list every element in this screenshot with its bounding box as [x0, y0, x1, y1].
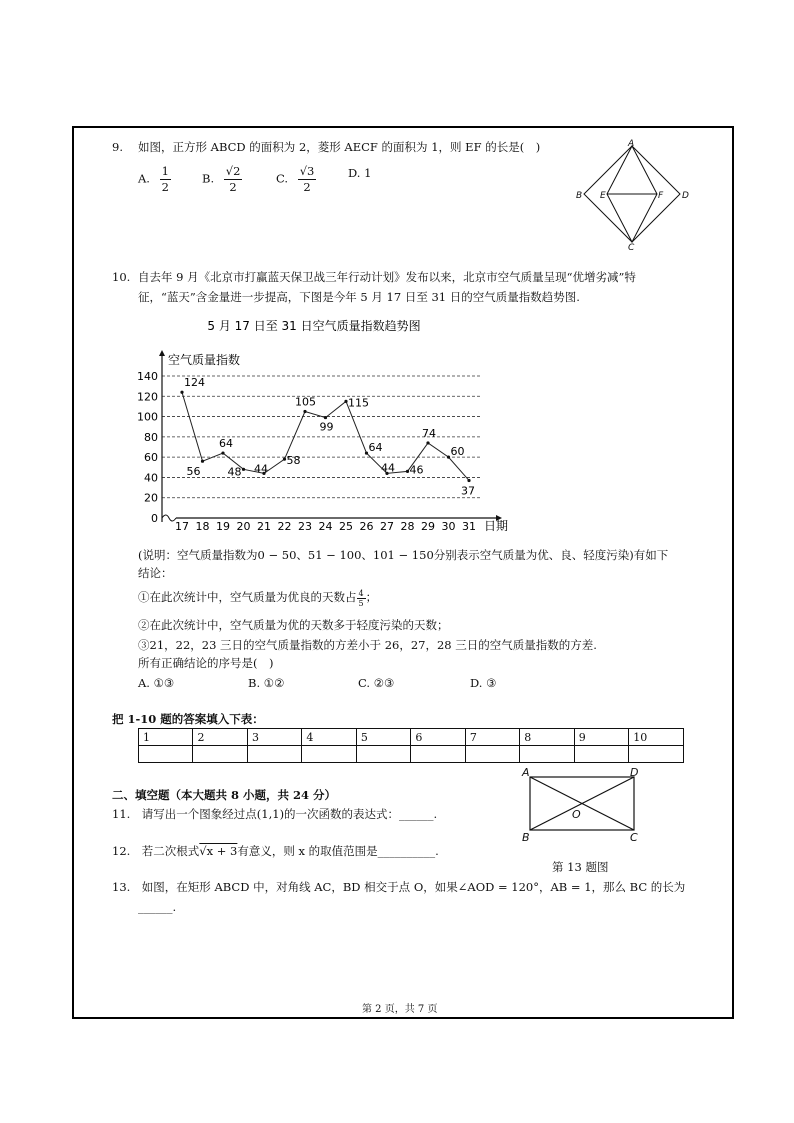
x-tick-label: 25 [339, 520, 353, 533]
y-tick-label: 140 [137, 370, 158, 383]
q13-figure [518, 766, 648, 844]
data-label: 44 [381, 461, 395, 475]
x-tick-label: 22 [277, 520, 292, 533]
data-point [201, 460, 204, 463]
data-point [324, 416, 327, 419]
x-tick-label: 27 [380, 520, 394, 533]
answer-cell-header: 4 [302, 729, 356, 746]
q10-conclusion-3: ③21，22，23 三日的空气质量指数的方差小于 26，27，28 三日的空气质量指数的方差. [138, 638, 597, 652]
x-tick-label: 23 [298, 520, 312, 533]
y-tick-label: 60 [144, 451, 158, 465]
answer-cell-input[interactable] [629, 746, 684, 763]
data-label: 115 [348, 396, 369, 410]
data-point [467, 479, 470, 482]
axis-break [162, 515, 176, 521]
y-axis-arrow [159, 350, 165, 356]
data-label: 37 [461, 484, 475, 498]
q9-option-a-num: 1 [161, 164, 169, 178]
q9-number: 9. [112, 140, 123, 154]
y-tick-label: 20 [144, 491, 158, 505]
data-point [221, 451, 224, 454]
x-tick-label: 21 [257, 520, 271, 533]
q10-conclusion-1-fraction [357, 589, 366, 608]
y-tick-label: 100 [137, 410, 158, 424]
q9-stem: 如图，正方形 ABCD 的面积为 2，菱形 AECF 的面积为 1，则 EF 的长是( ) [138, 140, 541, 154]
answer-cell-header: 1 [139, 729, 193, 746]
answer-cell-header: 2 [193, 729, 247, 746]
label-b: B [522, 831, 530, 844]
q10-stem-line1: 自去年 9 月《北京市打赢蓝天保卫战三年行动计划》发布以来，北京市空气质量呈现“优增劣减”特 [138, 270, 636, 284]
q11: 11. 请写出一个图象经过点(1,1)的一次函数的表达式：______. [112, 807, 438, 821]
data-label: 99 [319, 420, 334, 434]
x-tick-label: 20 [236, 520, 251, 533]
data-point [242, 468, 245, 471]
q12 [112, 842, 439, 860]
answer-cell-header: 6 [411, 729, 465, 746]
answer-cell-input[interactable] [247, 746, 301, 763]
label-c: C [628, 243, 635, 250]
answer-cell-header: 3 [247, 729, 301, 746]
answer-table-input-row [139, 746, 684, 763]
q9-option-b-label: B. [202, 171, 215, 186]
answer-cell-input[interactable] [411, 746, 465, 763]
label-o: O [572, 808, 581, 821]
x-tick-label: 29 [421, 520, 435, 533]
q10-conclusion-1 [138, 588, 377, 608]
x-tick-label: 28 [400, 520, 415, 533]
data-label: 44 [254, 462, 268, 476]
x-tick-label: 17 [175, 520, 189, 533]
q13-line2: ______. [138, 900, 177, 914]
answer-cell-header: 7 [465, 729, 519, 746]
x-tick-label: 18 [195, 520, 210, 533]
answer-cell-header: 5 [356, 729, 410, 746]
y-tick-label: 80 [144, 430, 158, 444]
q10-option-b: B. ①② [248, 676, 285, 690]
aqi-trend-chart [130, 312, 530, 540]
q10-conclusion-1-den: 5 [358, 598, 364, 608]
label-d: D [682, 191, 689, 201]
data-label: 74 [422, 426, 436, 440]
answer-cell-input[interactable] [520, 746, 574, 763]
answer-cell-input[interactable] [302, 746, 356, 763]
data-label: 124 [184, 376, 205, 390]
page-footer: 第 2 页，共 7 页 [362, 1004, 438, 1015]
q9-option-c-fraction [298, 164, 317, 195]
q10-ask: 所有正确结论的序号是( ) [138, 656, 274, 670]
q9-option-d: D. 1 [348, 166, 372, 180]
answer-cell-input[interactable] [574, 746, 628, 763]
chart-title: 5 月 17 日至 31 日空气质量指数趋势图 [207, 319, 421, 333]
q10-stem-line2: 征，“蓝天”含金量进一步提高，下图是今年 5 月 17 日至 31 日的空气质量指数趋势图. [138, 290, 580, 304]
q10-note-line1: (说明：空气质量指数为0 − 50、51 − 100、101 − 150分别表示空气质量为优、良、轻度污染)有如下 [138, 548, 669, 562]
q10-conclusion-1-end: ； [365, 590, 378, 604]
q13-line1: 13. 如图，在矩形 ABCD 中，对角线 AC，BD 相交于点 O，如果∠AOD = 120°，AB = 1，那么 BC 的长为 [112, 880, 686, 894]
q13-figure-caption: 第 13 题图 [552, 860, 609, 874]
q12-pre: 12. 若二次根式 [112, 844, 200, 858]
answer-table-header-row [139, 729, 684, 746]
data-label: 46 [409, 463, 424, 477]
q9-option-b [202, 164, 242, 195]
q9-option-a-label: A. [138, 171, 150, 186]
data-label: 64 [219, 437, 233, 451]
q9-option-c-label: C. [276, 171, 289, 186]
data-label: 56 [186, 465, 201, 479]
q10-option-a: A. ①③ [138, 676, 175, 690]
answer-cell-input[interactable] [356, 746, 410, 763]
q9-figure [574, 138, 690, 250]
label-e: E [600, 191, 606, 201]
chart-x-axis-label: 日期 [484, 519, 509, 533]
label-f: F [658, 191, 664, 201]
label-c: C [630, 831, 638, 844]
q9-option-a-den: 2 [161, 180, 169, 194]
q9-option-a-fraction [160, 164, 171, 195]
q10-option-c: C. ②③ [358, 676, 395, 690]
answer-cell-header: 9 [574, 729, 628, 746]
x-tick-label: 24 [318, 520, 333, 533]
y-tick-label: 40 [144, 471, 158, 485]
chart-y-axis-label: 空气质量指数 [168, 353, 241, 367]
q9-option-b-den: 2 [229, 180, 237, 194]
x-tick-label: 19 [216, 520, 230, 533]
answer-table [138, 728, 684, 763]
y-tick-label: 0 [151, 512, 158, 525]
x-tick-label: 31 [462, 520, 476, 533]
answer-cell-header: 10 [629, 729, 684, 746]
section2-heading: 二、填空题（本大题共 8 小题，共 24 分） [112, 788, 337, 802]
data-point [180, 391, 183, 394]
q12-radical: √x + 3 [199, 844, 238, 858]
label-b: B [576, 191, 583, 201]
answer-cell-input[interactable] [465, 746, 519, 763]
x-tick-label: 26 [359, 520, 374, 533]
x-tick-label: 30 [441, 520, 456, 533]
data-label: 58 [286, 454, 301, 468]
q10-note-line2: 结论： [138, 566, 173, 580]
y-tick-label: 120 [137, 390, 158, 404]
data-label: 60 [450, 445, 465, 459]
data-label: 64 [368, 441, 383, 455]
q9-option-b-fraction [224, 164, 243, 195]
answer-cell-input[interactable] [139, 746, 193, 763]
data-label: 105 [295, 395, 316, 409]
q10-conclusion-2: ②在此次统计中，空气质量为优的天数多于轻度污染的天数； [138, 618, 449, 632]
data-point [426, 441, 429, 444]
q9-option-c [276, 164, 316, 195]
data-point [303, 410, 306, 413]
answer-cell-input[interactable] [193, 746, 247, 763]
label-d: D [630, 766, 639, 779]
q9-option-a [138, 164, 171, 195]
q9-option-b-num: √2 [225, 164, 241, 178]
q12-post: 有意义，则 x 的取值范围是__________. [237, 844, 439, 858]
q10-option-d: D. ③ [470, 676, 497, 690]
label-a: A [522, 766, 530, 779]
answer-table-title: 把 1-10 题的答案填入下表： [112, 712, 264, 726]
q9-option-c-den: 2 [303, 180, 311, 194]
answer-cell-header: 8 [520, 729, 574, 746]
q10-conclusion-1-text: ①在此次统计中，空气质量为优良的天数占 [138, 590, 357, 604]
q10-conclusion-1-num: 4 [358, 588, 364, 598]
q10-number: 10. [112, 270, 131, 284]
data-label: 48 [227, 465, 242, 479]
q9-option-c-num: √3 [299, 164, 315, 178]
label-a: A [628, 139, 635, 149]
